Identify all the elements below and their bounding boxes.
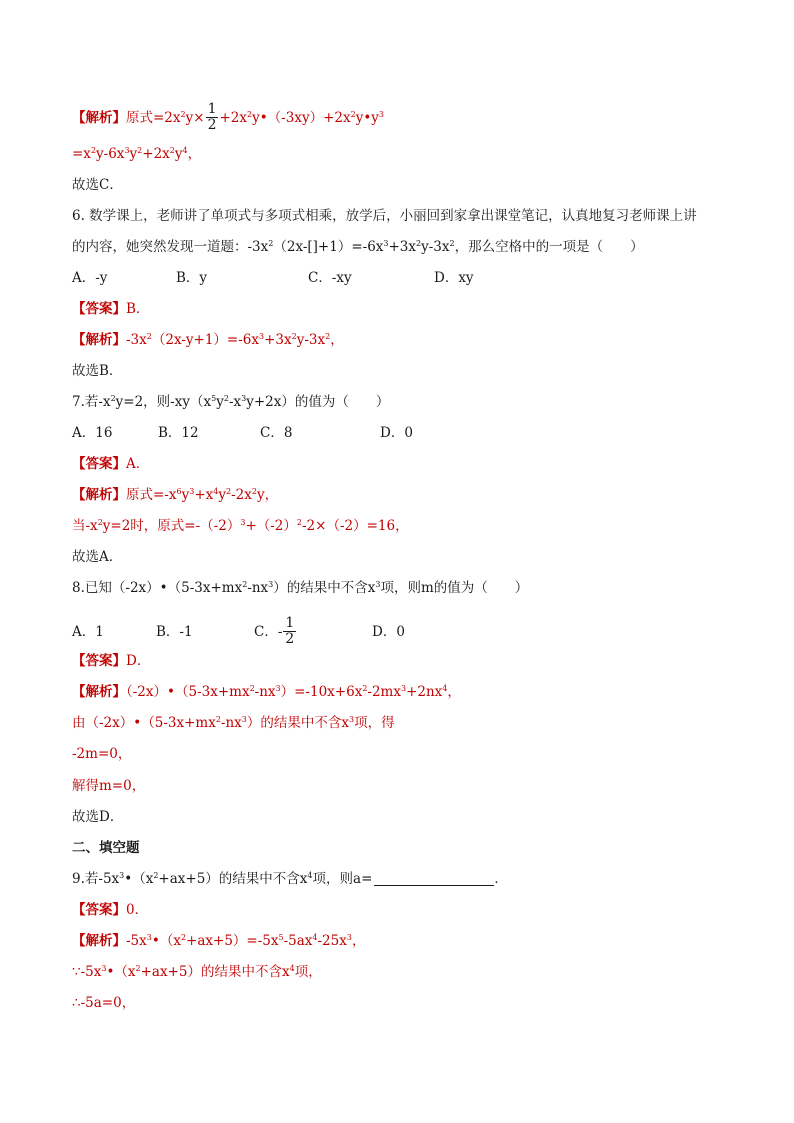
q8-option-a: A．1 [72,624,104,640]
explanation-tag: 【解析】 [72,110,126,126]
q6-stem-line1: 6. 数学课上，老师讲了单项式与多项式相乘，放学后，小丽回到家拿出课堂笔记，认真地复习老师课上讲 [72,208,697,224]
q6-stem-line2: 的内容，她突然发现一道题：$-3x^2(2x-[]+1)=-6x^3+3x^2y-3x^2$，那么空格中的一项是（ ） [72,239,644,255]
answer-blank [374,871,494,886]
fraction-one-half: $\frac{1}{2}$ [285,615,295,647]
q8-choose: 故选D． [72,809,124,825]
q7-options [72,424,413,442]
fraction-one-half: $\frac{1}{2}$ [207,101,217,133]
q9-since: $\because-5x^3•(x^2+ax+5)$的结果中不含$x^4$项， [72,964,322,980]
q6-option-d: D．xy [434,270,474,286]
top-choose: 故选C． [72,177,123,193]
q8-answer: 【答案】D． [72,653,151,669]
q7-explanation: 【解析】原式$=-x^6y^3+x^4y^2-2x^2y$， [72,487,279,503]
q6-explanation: 【解析】$-3x^2(2x-y+1)=-6x^3+3x^2y-3x^2$， [72,332,344,348]
q8-option-b: B．-1 [156,624,193,640]
q8-solve: 解得m=0， [72,778,146,794]
q7-option-c: C．8 [260,425,293,441]
q6-option-c: C．-xy [308,270,352,286]
q8-reason: 由$(-2x)•(5-3x+mx^2-nx^3)$的结果中不含$x^3$项，得 [72,715,395,731]
q6-choose: 故选B． [72,363,123,379]
q7-stem: 7.若$-x^2y=2$，则$-xy(x^5y^2-x^3y+2x)$的值为（ ） [72,394,390,410]
q8-option-c: C．- $\frac{1}{2}$ [254,615,295,647]
q6-option-b: B．y [176,270,208,286]
q7-answer: 【答案】A． [72,456,150,472]
q9-explanation: 【解析】$-5x^3•(x^2+ax+5)=-5x^5-5ax^4-25x^3$， [72,933,366,949]
q8-option-d: D．0 [372,624,405,640]
q8-equation: -2m=0， [72,746,132,762]
q7-substitution: 当$-x^2y=2$时，原式$=-(-2)^3+(-2)^2-2\times(-2)=16$， [72,518,409,534]
q7-option-d: D．0 [380,425,413,441]
q6-answer: 【答案】B． [72,301,150,317]
q8-stem: 8.已知$(-2x)•(5-3x+mx^2-nx^3)$的结果中不含$x^3$项，则m的值为（ ） [72,580,529,596]
q7-option-b: B．12 [158,425,199,441]
top-explanation-line1: 【解析】原式$=2x^2y\times$ $\frac{1}{2}$ $+2x^2y•(-3xy)+2x^2y•y^3$ [72,101,384,133]
q8-options [72,617,405,648]
top-explanation-line2: $=x^2y-6x^3y^2+2x^2y^4$， [72,146,202,162]
q9-stem: 9.若$-5x^3•(x^2+ax+5)$的结果中不含$x^4$项，则a= ． [72,871,508,887]
q8-explanation: 【解析】$(-2x)•(5-3x+mx^2-nx^3)=-10x+6x^2-2mx^3+2nx^4$， [72,684,461,700]
q7-option-a: A．16 [72,425,113,441]
q9-therefore: ∴-5a=0， [72,995,136,1011]
q7-choose: 故选A． [72,549,123,565]
q6-options [72,269,474,287]
q9-answer: 【答案】0． [72,902,149,918]
q6-option-a: A．-y [72,270,108,286]
section-heading-fill-in: 二、填空题 [72,840,140,856]
